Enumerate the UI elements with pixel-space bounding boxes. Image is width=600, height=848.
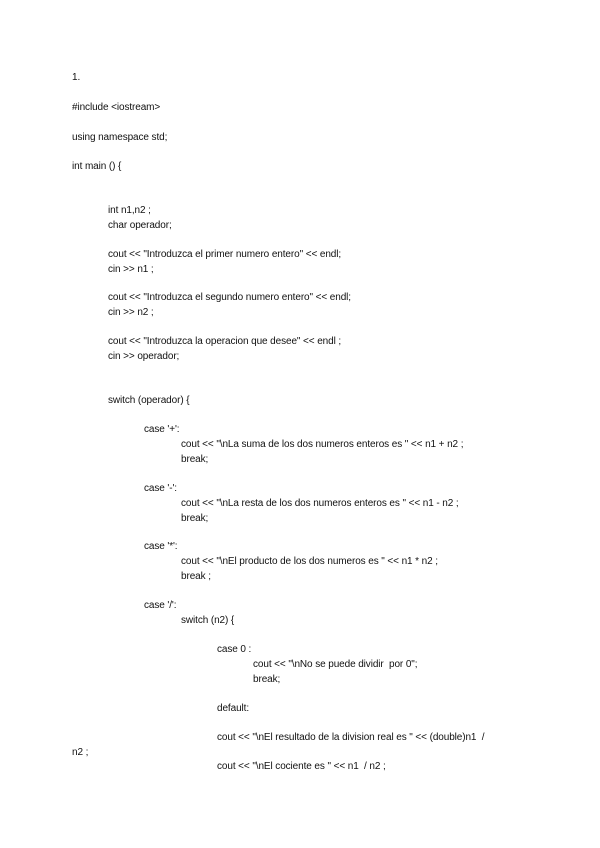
code-line: #include <iostream> bbox=[72, 102, 161, 113]
code-line: default: bbox=[217, 703, 250, 714]
code-line: switch (operador) { bbox=[108, 395, 190, 406]
code-line: 1. bbox=[72, 72, 81, 83]
code-line: case '+': bbox=[144, 424, 180, 435]
code-line: switch (n2) { bbox=[181, 615, 235, 626]
code-line: int main () { bbox=[72, 161, 122, 172]
code-line: cout << "\nEl producto de los dos numeros es " << n1 * n2 ; bbox=[181, 556, 438, 567]
code-line: using namespace std; bbox=[72, 132, 168, 143]
code-line: break ; bbox=[181, 571, 211, 582]
code-line: cin >> n1 ; bbox=[108, 264, 154, 275]
code-line: case '/': bbox=[144, 600, 177, 611]
code-line: cout << "\nNo se puede dividir por 0"; bbox=[253, 659, 418, 670]
code-line: cout << "Introduzca el segundo numero entero" << endl; bbox=[108, 292, 351, 303]
code-line: cin >> operador; bbox=[108, 351, 180, 362]
code-line: case '-': bbox=[144, 483, 177, 494]
code-line: cout << "Introduzca el primer numero entero" << endl; bbox=[108, 249, 342, 260]
code-line: cout << "Introduzca la operacion que desee" << endl ; bbox=[108, 336, 342, 347]
code-line: break; bbox=[181, 513, 209, 524]
code-line: cout << "\nEl resultado de la division real es " << (double)n1 / bbox=[217, 732, 485, 743]
code-line: cout << "\nLa resta de los dos numeros enteros es " << n1 - n2 ; bbox=[181, 498, 459, 509]
code-line: n2 ; bbox=[72, 747, 89, 758]
code-line: int n1,n2 ; bbox=[108, 205, 151, 216]
code-line: break; bbox=[181, 454, 209, 465]
code-line: case '*': bbox=[144, 541, 178, 552]
code-line: char operador; bbox=[108, 220, 172, 231]
code-line: case 0 : bbox=[217, 644, 252, 655]
code-line: cout << "\nEl cociente es " << n1 / n2 ; bbox=[217, 761, 386, 772]
code-line: break; bbox=[253, 674, 281, 685]
code-line: cout << "\nLa suma de los dos numeros enteros es " << n1 + n2 ; bbox=[181, 439, 464, 450]
code-line: cin >> n2 ; bbox=[108, 307, 154, 318]
